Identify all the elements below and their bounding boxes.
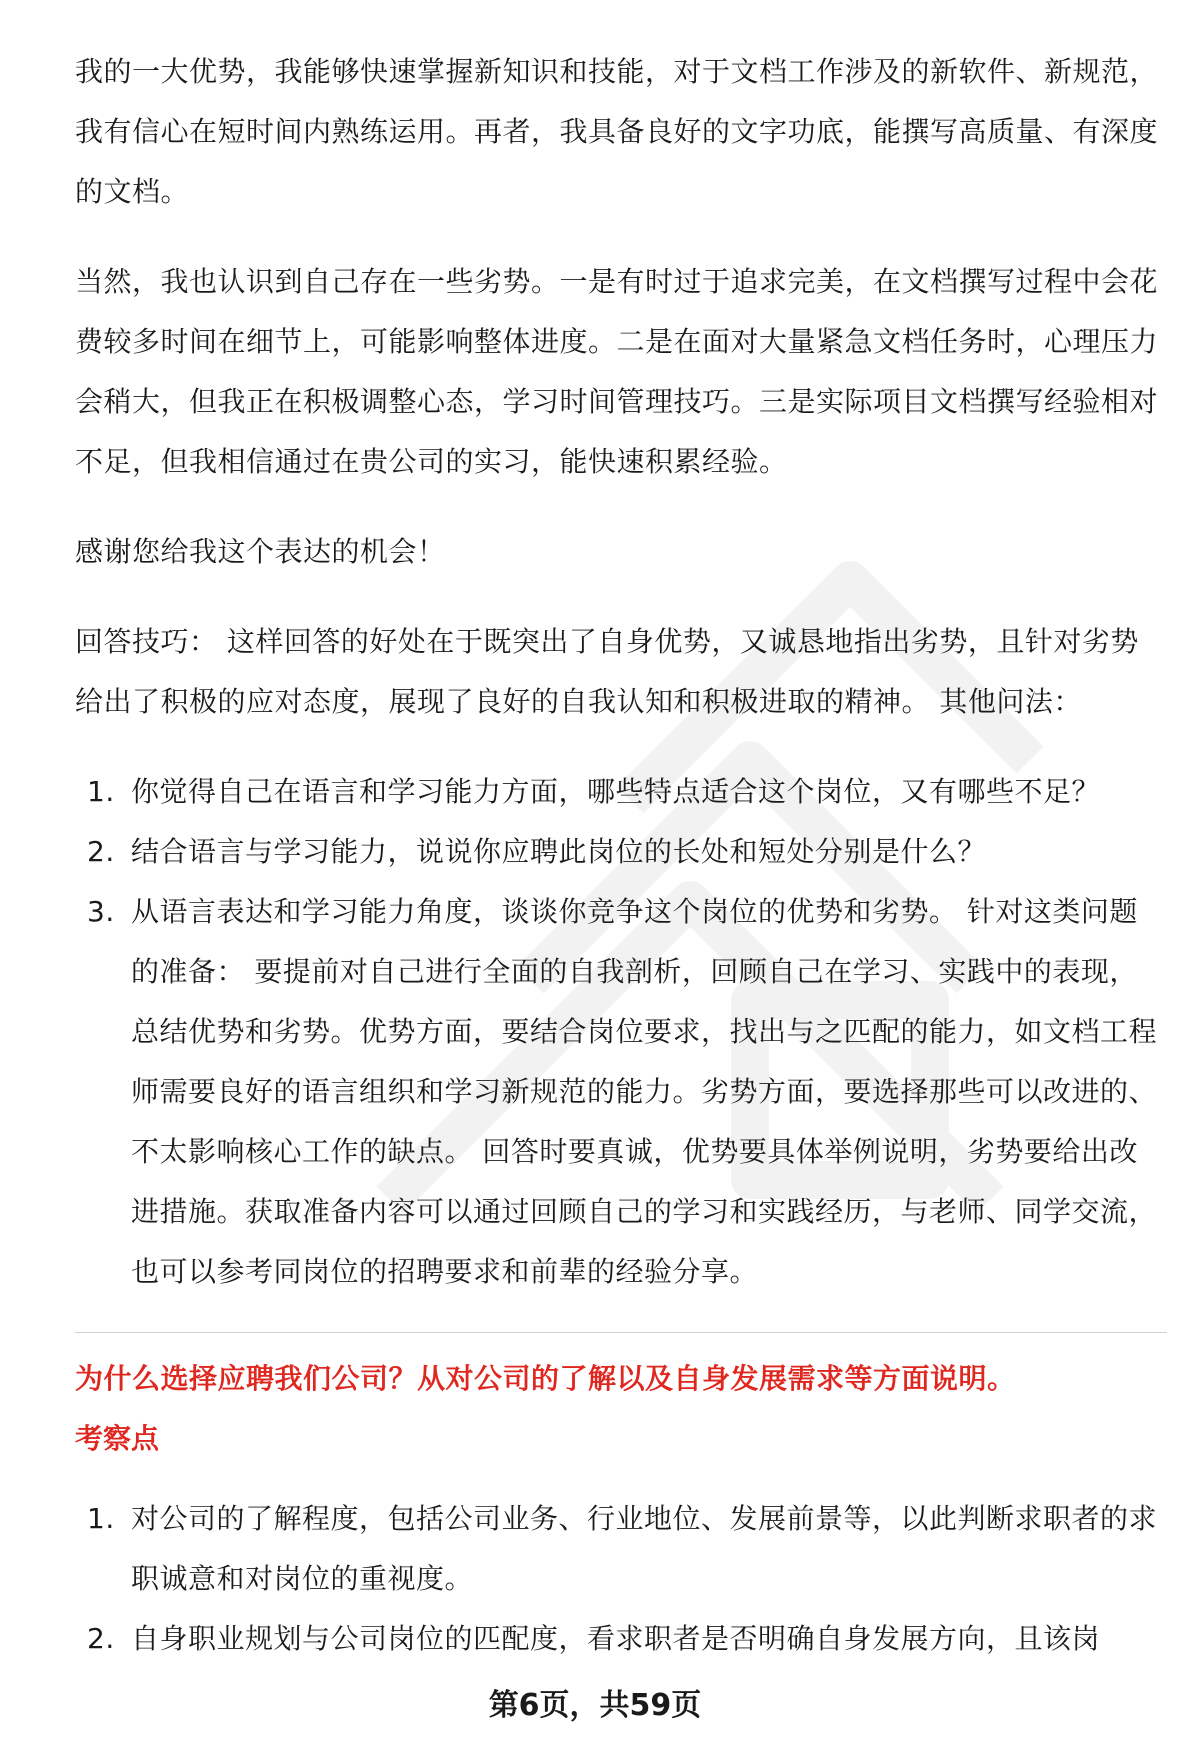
paragraph-answer-tips: 回答技巧： 这样回答的好处在于既突出了自身优势，又诚恳地指出劣势，且针对劣势给出了积极的应对态度，展现了良好的自我认知和积极进取的精神。 其他问法： <box>75 625 1139 718</box>
list-item-text: 结合语言与学习能力，说说你应聘此岗位的长处和短处分别是什么？ <box>131 835 987 868</box>
paragraph-weaknesses: 当然，我也认识到自己存在一些劣势。一是有时过于追求完美，在文档撰写过程中会花费较多时间在细节上，可能影响整体进度。二是在面对大量紧急文档任务时，心理压力会稍大，但我正在积极调整心态，学习时间管理技巧。三是实际项目文档撰写经验相对不足，但我相信通过在贵公司的实习，能快速积累经验。 <box>75 265 1159 478</box>
list-item <box>75 822 1165 882</box>
paragraph-thanks: 感谢您给我这个表达的机会！ <box>75 535 446 568</box>
list-item-text: 对公司的了解程度，包括公司业务、行业地位、发展前景等，以此判断求职者的求职诚意和对岗位的重视度。 <box>131 1502 1158 1595</box>
list-item <box>75 1609 1165 1669</box>
list-item-number: 3. <box>87 895 115 928</box>
assessment-points-list <box>75 1489 1165 1669</box>
list-item-text: 你觉得自己在语言和学习能力方面，哪些特点适合这个岗位，又有哪些不足？ <box>131 775 1101 808</box>
list-item-number: 1. <box>87 775 115 808</box>
section-label: 考察点 <box>75 1422 160 1455</box>
other-questions-list <box>75 762 1165 1302</box>
document-page <box>75 42 1165 1699</box>
list-item <box>75 882 1165 1302</box>
list-item-number: 1. <box>87 1502 115 1535</box>
paragraph-strengths: 我的一大优势，我能够快速掌握新知识和技能，对于文档工作涉及的新软件、新规范，我有信心在短时间内熟练运用。再者，我具备良好的文字功底，能撰写高质量、有深度的文档。 <box>75 55 1159 208</box>
list-item <box>75 762 1165 822</box>
list-item <box>75 1489 1165 1609</box>
list-item-number: 2. <box>87 1622 115 1655</box>
section-divider <box>75 1332 1167 1333</box>
list-item-number: 2. <box>87 835 115 868</box>
page-number: 第6页，共59页 <box>488 1688 702 1723</box>
list-item-text: 自身职业规划与公司岗位的匹配度，看求职者是否明确自身发展方向，且该岗 <box>131 1622 1101 1655</box>
list-item-text: 从语言表达和学习能力角度，谈谈你竞争这个岗位的优势和劣势。 针对这类问题的准备： 要提前对自己进行全面的自我剖析，回顾自己在学习、实践中的表现，总结优势和劣势。优势方面，要结合岗位要求，找出与之匹配的能力，如文档工程师需要良好的语言组织和学习新规范的能力。劣势方面，要选择那些可以改进的、不太影响核心工作的缺点。 回答时要真诚，优势要具体举例说明，劣势要给出改进措施。获取准备内容可以通过回顾自己的学习和实践经历，与老师、同学交流，也可以参考同岗位的招聘要求和前辈的经验分享。 <box>131 895 1158 1288</box>
question-heading: 为什么选择应聘我们公司？从对公司的了解以及自身发展需求等方面说明。 <box>75 1362 1016 1395</box>
